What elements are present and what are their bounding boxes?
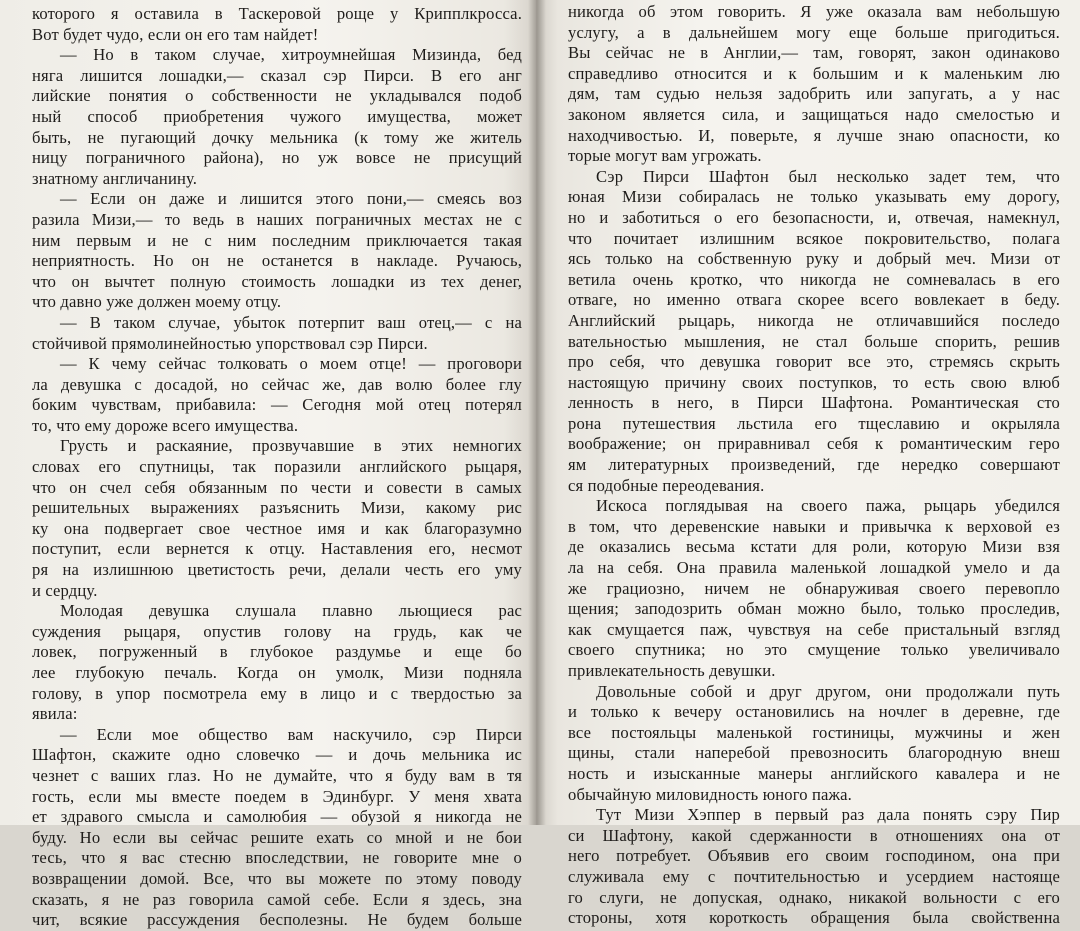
text-line: ный способ приобретения чужого имущества, может (32, 106, 522, 126)
text-line: тесь, что я вас стесню впоследствии, не говорите мне о (32, 848, 522, 868)
text-line: чезнет с ваших глаз. Но не думайте, что я буду вам в тя (32, 765, 522, 785)
text-line: знатному англичанину. (32, 168, 198, 188)
text-line: ся подобные переодевания. (568, 475, 765, 495)
text-line: Искоса поглядывая на своего пажа, рыцарь убедился (596, 496, 1060, 516)
text-line: поступит, если вернется к отцу. Наставления его, несмот (32, 539, 522, 559)
text-line: ность и изысканные манеры английского кавалера и не (568, 763, 1060, 783)
text-line: законом является сила, и защищаться надо смелостью и (568, 104, 1060, 124)
text-line: ла на себя. Она правила маленькой лошадкой умело и да (568, 558, 1060, 578)
text-line: Довольные собой и друг другом, они продолжали путь (596, 681, 1060, 701)
text-line: воображение; он приравнивал себя к романтическим геро (568, 434, 1060, 454)
text-line: явила: (32, 704, 78, 724)
text-line: про себя, что девушка говорит все это, стремясь скрыть (568, 352, 1060, 372)
text-line: неприятность. Но он не останется в накладе. Ручаюсь, (32, 251, 522, 271)
text-line: ет здравого смысла и самолюбия — обузой я никогда не (32, 807, 522, 827)
text-line: ветила очень кротко, что никогда не сомневалась в его (568, 269, 1060, 289)
text-line: разила Мизи,— то ведь в наших пограничных местах не с (32, 209, 522, 229)
text-line: справедливо относится и к большим и к маленьким лю (568, 63, 1060, 83)
text-line: привлекательность девушки. (568, 661, 776, 680)
text-line: все постояльцы маленькой гостиницы, мужчины и жен (568, 722, 1060, 742)
text-line: рона путешествия льстила его тщеславию и окрыляла (568, 413, 1060, 433)
text-line: ним первым и не с ним последним приключается такая (32, 230, 522, 250)
text-line: Вы сейчас не в Англии,— там, говорят, закон одинаково (568, 43, 1060, 63)
text-line: но и заботиться о его безопасности, и, отвечая, намекнул, (568, 207, 1060, 227)
text-line: стороны, хотя короткость обращения была свойственна (568, 908, 1060, 928)
text-line: лее глубокую печаль. Когда он умолк, Мизи подняла (32, 663, 522, 682)
text-line: де оказались весьма кстати для роли, которую Мизи взя (568, 537, 1060, 557)
text-line: голову, в упор посмотрела ему в лицо и с твердостью за (32, 683, 522, 703)
text-line: словах его спутницы, так поразили английского рыцаря, (32, 457, 522, 477)
text-line: своего спутника; но это смущение только увеличивало (568, 640, 1060, 660)
text-line: которого я оставила в Таскеровой роще у Крипплкросса. (32, 4, 522, 23)
text-line: в том, что деревенские навыки и привычка к верховой ез (568, 516, 1060, 536)
text-line: Шафтон, скажите одно словечко — и дочь мельника ис (32, 745, 522, 765)
text-line: ловек, погруженный в глубокое раздумье и еще бо (32, 642, 522, 662)
text-line: лийские понятия о собственности не укладывался подоб (32, 86, 522, 106)
text-line: си Шафтону, какой сдержанности в отношениях она от (568, 825, 1060, 845)
text-line: — Но в таком случае, хитроумнейшая Мизинда, бед (60, 45, 522, 65)
text-line: ленность в него, в Пирси Шафтона. Романтическая сто (568, 393, 1060, 413)
text-line: няга лишится лошадки,— сказал сэр Пирси. В его анг (32, 65, 522, 85)
text-line: Английский рыцарь, никогда не отличавшийся последо (568, 310, 1060, 330)
text-line: услугу, а в дальнейшем могу еще больше пригодиться. (568, 22, 1060, 42)
text-line: чит, всякие рассуждения бесполезны. Не будем больше (32, 910, 522, 930)
text-line: что почитает излишним всякое покровительство, полага (568, 228, 1060, 248)
text-line: щины, стали наперебой превозносить благородную внеш (568, 743, 1060, 763)
text-line: ря на излишнюю цветистость речи, делали честь его уму (32, 560, 522, 580)
text-line: как смущается паж, чувствуя на себе пристальный взгляд (568, 619, 1060, 639)
text-line: буду. Но если вы сейчас решите ехать со мной и не бои (32, 827, 522, 847)
text-line: возвращении домой. Все, что вы можете по этому поводу (32, 868, 522, 888)
text-line: дям, там судью нельзя задобрить или запугать, а у нас (568, 84, 1060, 104)
text-line: никогда об этом говорить. Я уже оказала вам небольшую (568, 2, 1060, 21)
text-line: — К чему сейчас толковать о моем отце! — проговори (60, 354, 522, 374)
text-line: ясь только на собственную руку и добрый меч. Мизи от (568, 249, 1060, 269)
text-line: суждения рыцаря, опустив голову на грудь, как че (32, 621, 522, 641)
right-page-text (568, 2, 1060, 929)
text-line: настоящую причину своих поступков, то есть свою влюб (568, 372, 1060, 392)
text-line: торые могут вам угрожать. (568, 146, 762, 166)
text-line: ку она подвергает свое честное имя и как благоразумно (32, 518, 522, 538)
text-line: Тут Мизи Хэппер в первый раз дала понять сэру Пир (596, 805, 1060, 825)
left-page (0, 0, 536, 930)
text-line: него потребует. Объявив его своим господином, она при (568, 846, 1060, 866)
text-line: обычайную миловидность юного пажа. (568, 784, 852, 804)
text-line: быть, не пугающий дочку мельника (к тому же житель (32, 127, 522, 147)
text-line: вательностью мышления, не стал больше спорить, решив (568, 331, 1060, 351)
left-page-text (32, 4, 522, 931)
text-line: Вот будет чудо, если он его там найдет! (32, 24, 319, 44)
right-page (536, 0, 1080, 928)
text-line: что он счел себя обязанным по чести и совести в самых (32, 477, 522, 497)
text-line: отваге, но именно отвага скорее всего вовлекает в беду. (568, 290, 1060, 310)
text-line: сказать, я не раз говорила самой себе. Если я здесь, зна (32, 889, 522, 909)
text-line: Грусть и раскаяние, прозвучавшие в этих немногих (60, 436, 522, 456)
text-line: находчивостью. И, поверьте, я лучше знаю опасности, ко (568, 125, 1060, 145)
text-line: Молодая девушка слушала плавно льющиеся рас (60, 601, 522, 621)
text-line: го слуги, не допуская, однако, никакой вольности с его (568, 887, 1060, 907)
text-line: что давно уже должен моему отцу. (32, 292, 282, 312)
text-line: и сердцу. (32, 580, 98, 600)
text-line: — Если он даже и лишится этого пони,— смеясь воз (60, 189, 522, 209)
text-line: Сэр Пирси Шафтон был несколько задет тем, что (596, 166, 1060, 186)
text-line: юная Мизи собиралась не только указывать ему дорогу, (568, 187, 1060, 207)
text-line: щения; заподозрить обман можно было, только проследив, (568, 599, 1060, 619)
text-line: то, что ему дороже всего имущества. (32, 415, 299, 435)
text-line: ницу пограничного района), но уж вовсе не присущий (32, 148, 522, 168)
text-line: — В таком случае, убыток потерпит ваш отец,— с на (60, 312, 522, 332)
text-line: — Если мое общество вам наскучило, сэр Пирси (60, 724, 522, 744)
text-line: решительных выражениях разъяснить Мизи, какому рис (32, 498, 522, 518)
text-line: что он вычтет полную стоимость лошадки из тех денег, (32, 271, 522, 291)
text-line: ям литературных произведений, где нередко совершают (568, 455, 1060, 475)
text-line: служивала ему с почтительностью и усердием настояще (568, 866, 1060, 886)
text-line: гость, если мы вместе поедем в Эдинбург. У меня хвата (32, 786, 522, 806)
text-line: же грациозно, ничем не обнаруживая своего перевопло (568, 578, 1060, 598)
text-line: стойчивой прямолинейностью упорствовал сэр Пирси. (32, 333, 428, 353)
text-line: и только к вечеру остановились на ночлег в деревне, где (568, 702, 1060, 722)
text-line: боким чувствам, прибавила: — Сегодня мой отец потерял (32, 395, 522, 415)
text-line: ла девушка с досадой, но сейчас же, дав волю более глу (32, 374, 522, 394)
